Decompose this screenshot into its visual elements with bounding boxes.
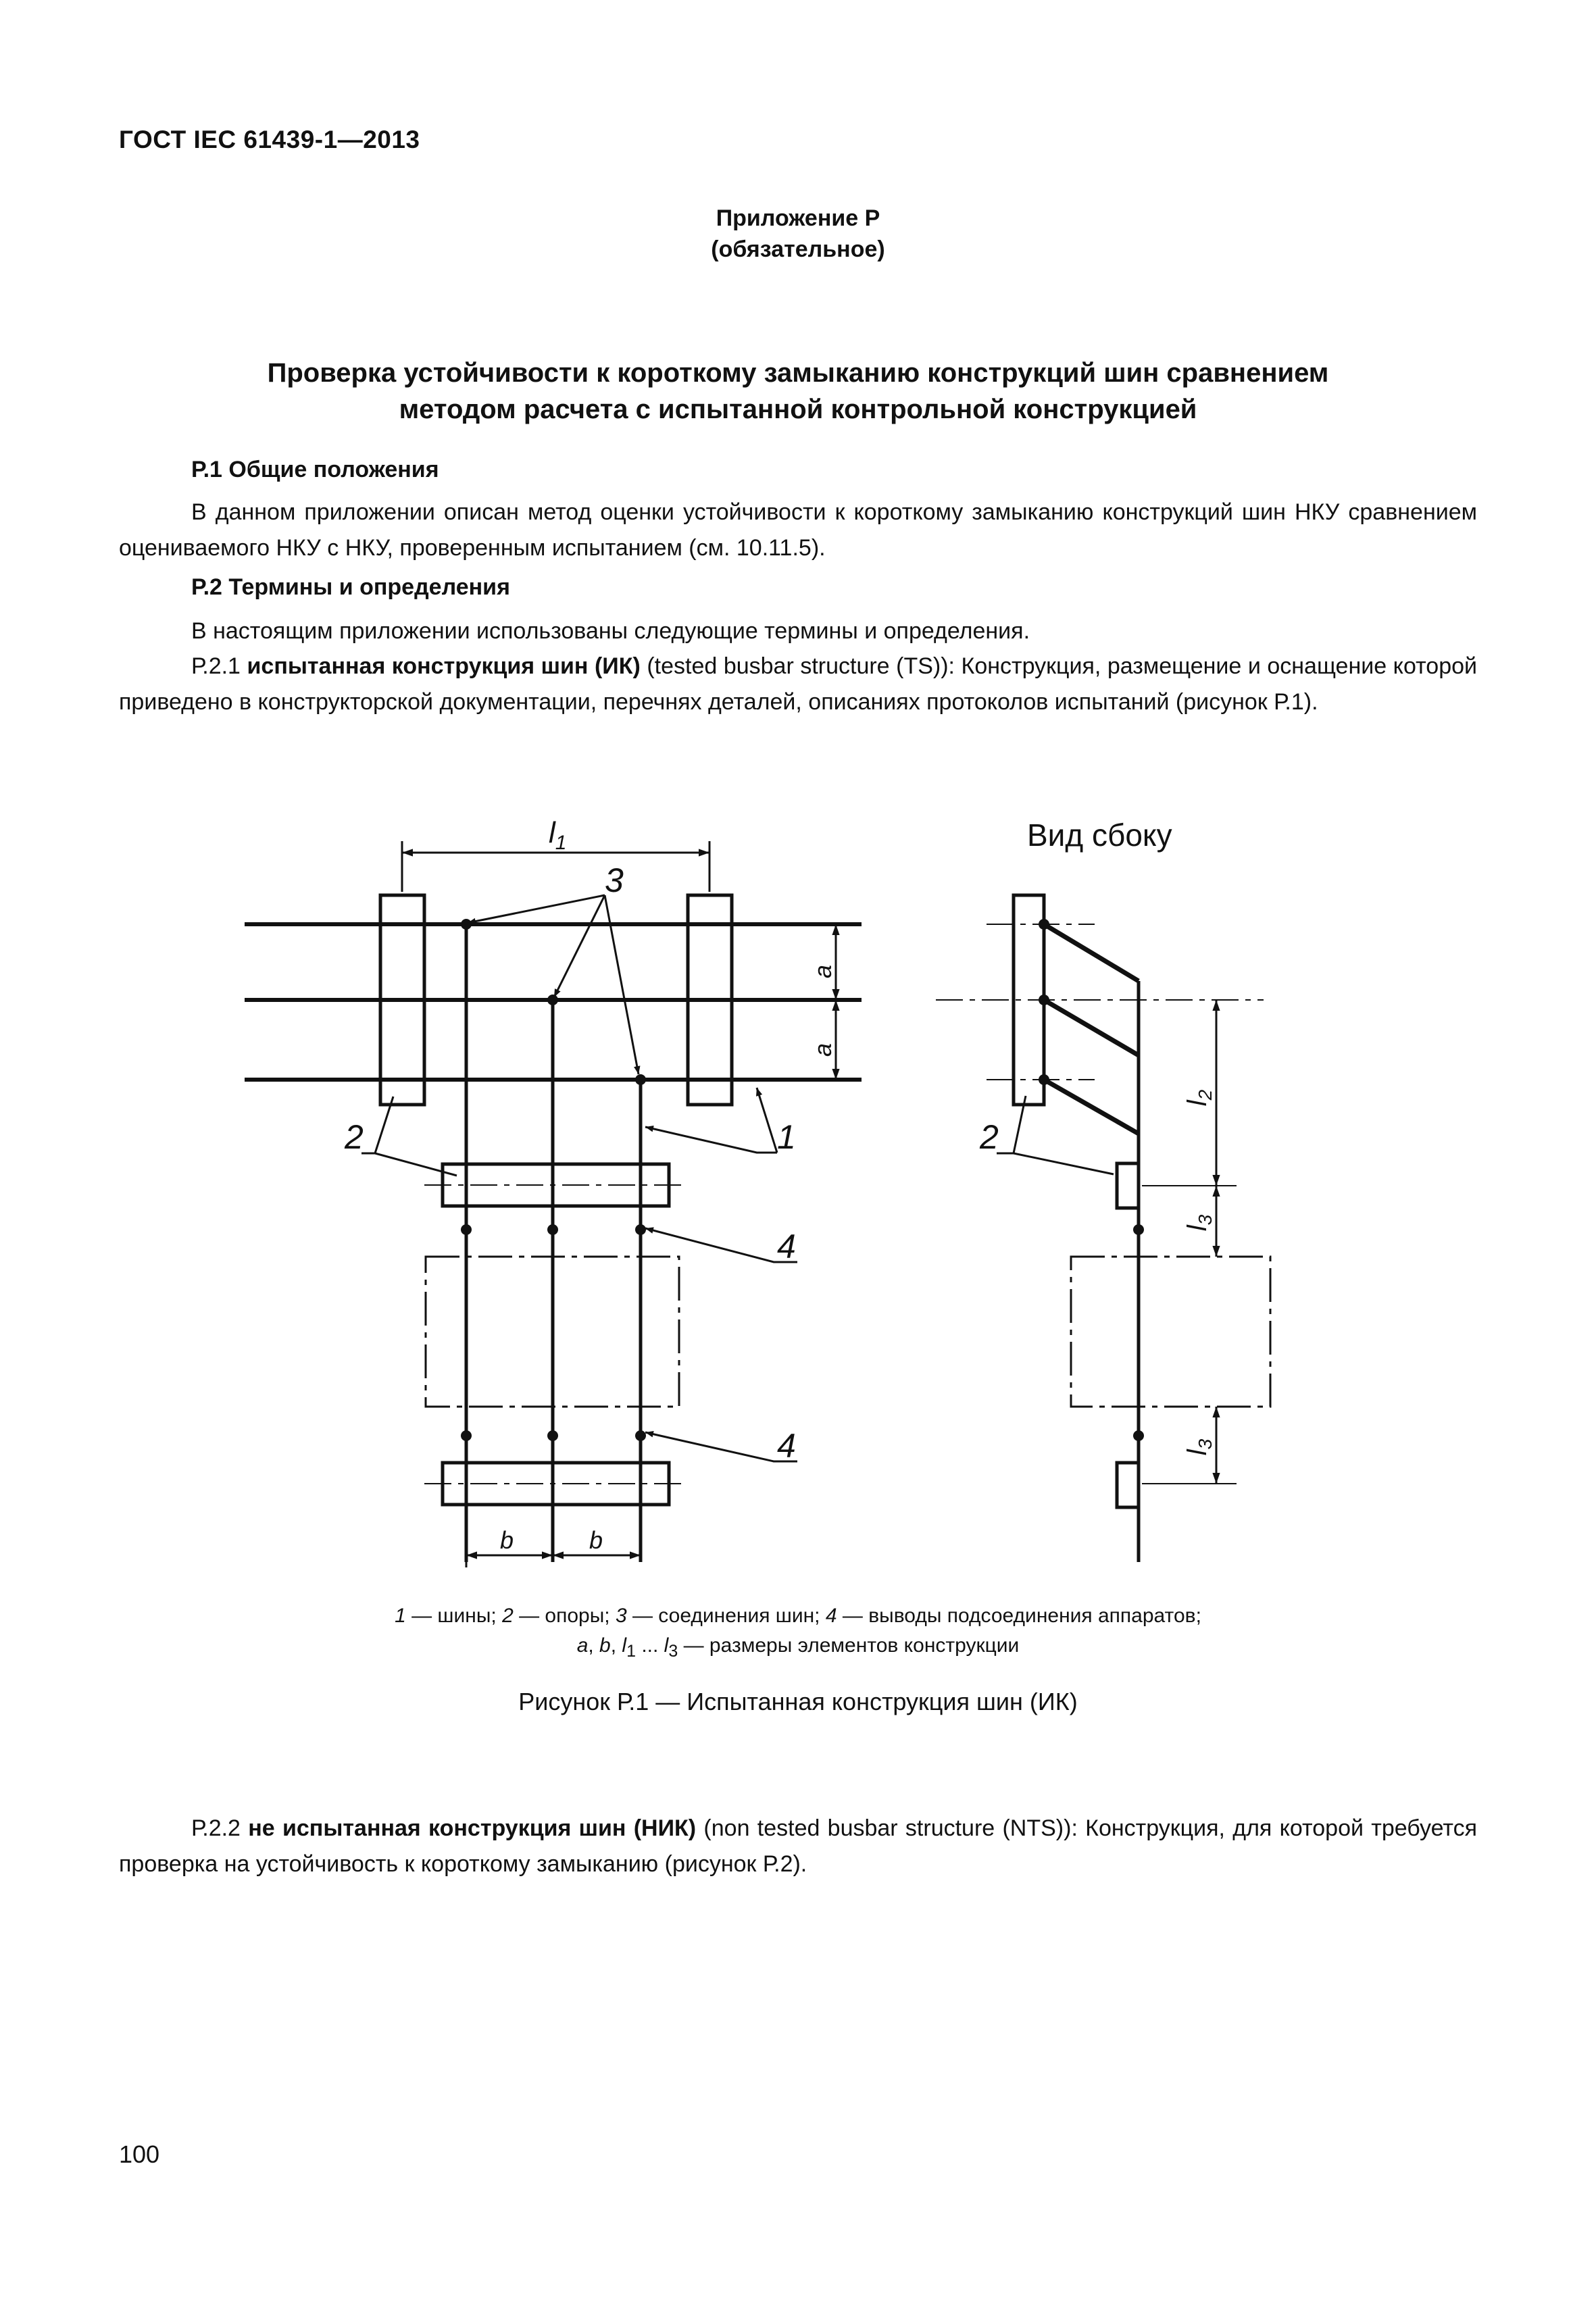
dimension-label-b-left: b xyxy=(500,1526,514,1554)
definition-term: испытанная конструкция шин (ИК) xyxy=(247,653,641,679)
annex-heading xyxy=(0,203,1596,265)
page-number: 100 xyxy=(119,2140,160,2168)
annex-title-line-1: Проверка устойчивости к короткому замыканию конструкций шин сравнением xyxy=(267,358,1329,388)
definition-text: (non tested busbar structure (NTS)): Конструкция, для которой требуется проверка на устойчивость к короткому замыканию (рисунок Р.2). xyxy=(119,1815,1477,1877)
dimension-label-l1: $l_1$ xyxy=(549,816,567,854)
definition-p2-1 xyxy=(119,649,1477,720)
callout-label-1: 1 xyxy=(777,1118,796,1156)
figure-legend-line-1: 1 — шины; 2 — опоры; 3 — соединения шин; 4 — выводы подсоединения аппаратов; xyxy=(395,1605,1201,1627)
annex-title-line-2: методом расчета с испытанной контрольной конструкцией xyxy=(399,395,1197,424)
dimension-label-a-lower: a xyxy=(809,1042,837,1057)
document-code: ГОСТ IEC 61439-1—2013 xyxy=(119,126,420,153)
dimension-label-b-right: b xyxy=(589,1526,603,1554)
side-view-title: Вид сбоку xyxy=(1027,818,1172,853)
section-text-p2: В настоящим приложении использованы следующие термины и определения. xyxy=(191,618,1030,644)
annex-status: (обязательное) xyxy=(711,236,885,262)
connection-points xyxy=(461,919,1144,1441)
annex-title xyxy=(0,355,1596,428)
section-text-p1: В данном приложении описан метод оценки устойчивости к короткому замыканию конструкций шин НКУ сравнением оцениваемого НКУ с НКУ, проверенным испытанием (см. 10.11.5). xyxy=(119,499,1477,561)
dimension-label-l2: $l_2$ xyxy=(1182,1089,1216,1107)
dimension-label-l3-lower: $l_3$ xyxy=(1182,1438,1216,1456)
figure-caption: Рисунок Р.1 — Испытанная конструкция шин (ИК) xyxy=(518,1688,1078,1715)
callout-label-4-upper: 4 xyxy=(777,1228,796,1265)
side-callout-label-2: 2 xyxy=(980,1118,999,1156)
definition-number: Р.2.2 xyxy=(191,1815,241,1841)
definition-p2-2 xyxy=(119,1811,1477,1882)
section-heading-p1: Р.1 Общие положения xyxy=(191,457,439,482)
figure-legend-line-2: a, b, $l_1$ ... $l_3$ — размеры элементов конструкции xyxy=(576,1634,1020,1661)
definition-text: (tested busbar structure (TS)): Конструкция, размещение и оснащение которой приведено в конструкторской документации, перечнях деталей, описаниях протоколов испытаний (рисунок Р.1). xyxy=(119,653,1478,715)
section-heading-p2: Р.2 Термины и определения xyxy=(191,574,510,600)
callout-label-2: 2 xyxy=(345,1118,364,1156)
callout-label-3: 3 xyxy=(605,861,624,899)
definition-number: Р.2.1 xyxy=(191,653,241,679)
figure-busbar-structure xyxy=(0,777,1596,1588)
dimension-label-a-upper: a xyxy=(809,964,837,979)
definition-term: не испытанная конструкция шин (НИК) xyxy=(248,1815,697,1841)
figure-legend xyxy=(0,1601,1596,1666)
dimension-label-l3-upper: $l_3$ xyxy=(1182,1214,1216,1232)
annex-label: Приложение Р xyxy=(716,205,880,231)
callout-label-4-lower: 4 xyxy=(777,1427,796,1465)
